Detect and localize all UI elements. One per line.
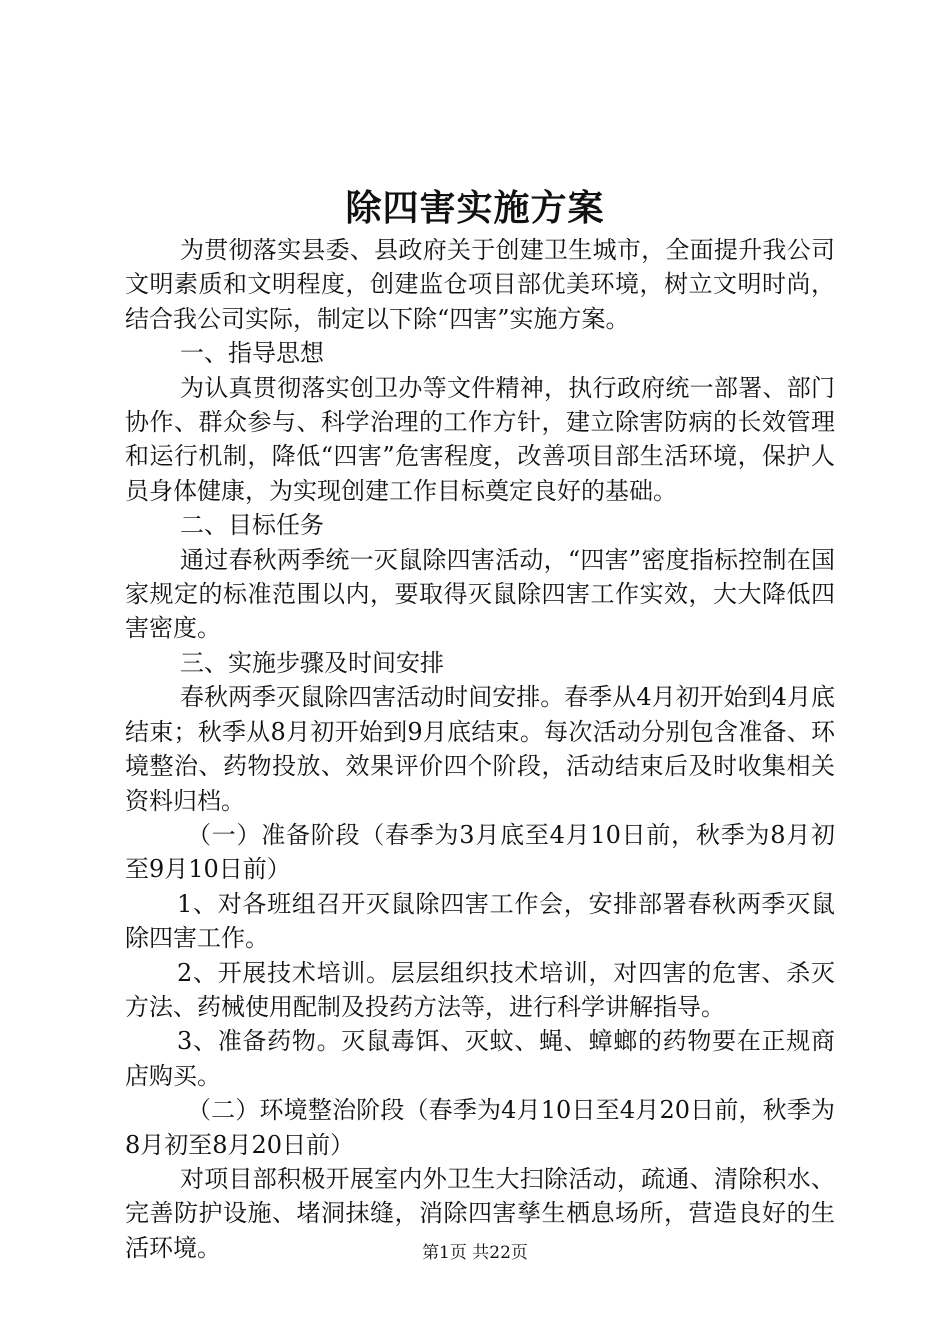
steps-paragraph: 春秋两季灭鼠除四害活动时间安排。春季从4月初开始到4月底结束；秋季从8月初开始到9月底结束。每次活动分别包含准备、环境整治、药物投放、效果评价四个阶段，活动结束后及时收集相关资料归档。	[125, 683, 835, 815]
preparation-item-3: 3、准备药物。灭鼠毒饵、灭蚊、蝇、蟑螂的药物要在正规商店购买。	[125, 1027, 835, 1090]
section-heading-steps: 三、实施步骤及时间安排	[180, 648, 444, 677]
section-heading-goals: 二、目标任务	[180, 511, 324, 540]
page-footer: 第1页 共22页	[422, 1243, 528, 1263]
subsection-environment: （二）环境整治阶段（春季为4月10日至4月20日前，秋季为8月初至8月20日前）	[125, 1096, 835, 1159]
goals-paragraph: 通过春秋两季统一灭鼠除四害活动，“四害”密度指标控制在国家规定的标准范围以内，要取得灭鼠除四害工作实效，大大降低四害密度。	[125, 545, 835, 643]
guiding-thought-paragraph: 为认真贯彻落实创卫办等文件精神，执行政府统一部署、部门协作、群众参与、科学治理的工作方针，建立除害防病的长效管理和运行机制，降低“四害”危害程度，改善项目部生活环境，保护人员身体健康，为实现创建工作目标奠定良好的基础。	[125, 373, 835, 505]
preparation-item-1: 1、对各班组召开灭鼠除四害工作会，安排部署春秋两季灭鼠除四害工作。	[125, 889, 835, 953]
preparation-item-2: 2、开展技术培训。层层组织技术培训，对四害的危害、杀灭方法、药械使用配制及投药方法等，进行科学讲解指导。	[125, 958, 835, 1021]
section-heading-guiding-thought: 一、指导思想	[180, 339, 324, 368]
document-body	[125, 233, 835, 1265]
subsection-preparation: （一）准备阶段（春季为3月底至4月10日前，秋季为8月初至9月10日前）	[125, 820, 835, 884]
document-title: 除四害实施方案	[345, 187, 605, 229]
environment-paragraph: 对项目部积极开展室内外卫生大扫除活动，疏通、清除积水、完善防护设施、堵洞抹缝，消除四害孳生栖息场所，营造良好的生活环境。	[125, 1164, 835, 1262]
intro-paragraph: 为贯彻落实县委、县政府关于创建卫生城市，全面提升我公司文明素质和文明程度，创建监仓项目部优美环境，树立文明时尚，结合我公司实际，制定以下除“四害”实施方案。	[125, 236, 835, 333]
